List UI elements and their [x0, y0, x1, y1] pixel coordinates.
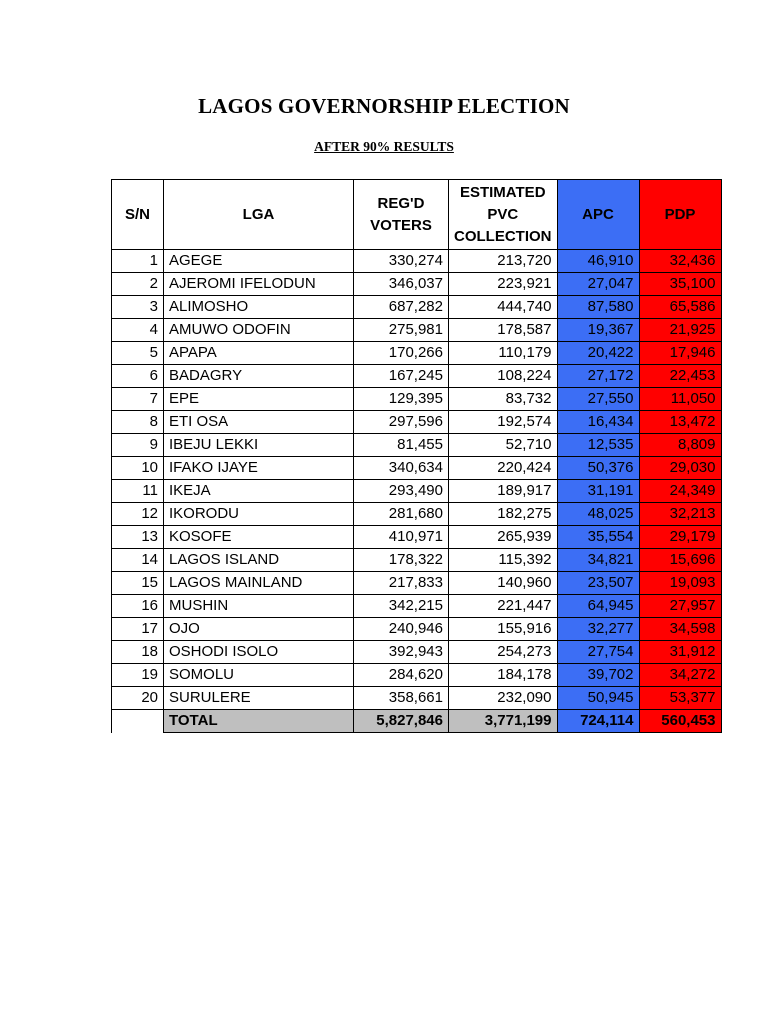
total-pvc-collection: 3,771,199	[449, 710, 558, 733]
row-reg-voters: 275,981	[354, 319, 449, 342]
row-pdp-votes: 8,809	[639, 434, 721, 457]
row-apc-votes: 19,367	[557, 319, 639, 342]
table-row	[112, 434, 722, 457]
header-pvc-line1: ESTIMATED	[459, 183, 546, 201]
table-row	[112, 388, 722, 411]
row-apc-votes: 20,422	[557, 342, 639, 365]
row-reg-voters: 410,971	[354, 526, 449, 549]
row-apc-votes: 16,434	[557, 411, 639, 434]
row-sn: 17	[112, 618, 164, 641]
row-sn: 11	[112, 480, 164, 503]
total-blank-cell	[112, 710, 164, 733]
row-pvc-collection: 155,916	[449, 618, 558, 641]
document-subtitle	[0, 139, 768, 155]
table-row	[112, 250, 722, 273]
header-reg-voters	[354, 180, 449, 250]
row-pvc-collection: 110,179	[449, 342, 558, 365]
row-lga: IKEJA	[164, 480, 354, 503]
row-reg-voters: 129,395	[354, 388, 449, 411]
row-reg-voters: 170,266	[354, 342, 449, 365]
row-reg-voters: 284,620	[354, 664, 449, 687]
row-pvc-collection: 184,178	[449, 664, 558, 687]
row-sn: 10	[112, 457, 164, 480]
row-pvc-collection: 221,447	[449, 595, 558, 618]
row-apc-votes: 32,277	[557, 618, 639, 641]
row-apc-votes: 27,754	[557, 641, 639, 664]
row-lga: SOMOLU	[164, 664, 354, 687]
row-sn: 15	[112, 572, 164, 595]
row-reg-voters: 293,490	[354, 480, 449, 503]
row-sn: 12	[112, 503, 164, 526]
row-reg-voters: 167,245	[354, 365, 449, 388]
row-pvc-collection: 223,921	[449, 273, 558, 296]
row-pdp-votes: 21,925	[639, 319, 721, 342]
row-pdp-votes: 34,598	[639, 618, 721, 641]
row-apc-votes: 27,047	[557, 273, 639, 296]
row-pvc-collection: 444,740	[449, 296, 558, 319]
row-reg-voters: 217,833	[354, 572, 449, 595]
row-lga: ALIMOSHO	[164, 296, 354, 319]
row-apc-votes: 50,376	[557, 457, 639, 480]
row-lga: OJO	[164, 618, 354, 641]
row-reg-voters: 178,322	[354, 549, 449, 572]
header-pdp: PDP	[639, 180, 721, 250]
row-pvc-collection: 115,392	[449, 549, 558, 572]
row-pdp-votes: 17,946	[639, 342, 721, 365]
row-pvc-collection: 108,224	[449, 365, 558, 388]
row-lga: ETI OSA	[164, 411, 354, 434]
row-sn: 4	[112, 319, 164, 342]
row-sn: 5	[112, 342, 164, 365]
row-lga: LAGOS MAINLAND	[164, 572, 354, 595]
table-row	[112, 480, 722, 503]
row-apc-votes: 34,821	[557, 549, 639, 572]
total-pdp-votes: 560,453	[639, 710, 721, 733]
row-sn: 14	[112, 549, 164, 572]
row-pvc-collection: 182,275	[449, 503, 558, 526]
row-reg-voters: 342,215	[354, 595, 449, 618]
row-lga: AJEROMI IFELODUN	[164, 273, 354, 296]
row-sn: 8	[112, 411, 164, 434]
row-pdp-votes: 32,436	[639, 250, 721, 273]
row-lga: SURULERE	[164, 687, 354, 710]
table-row	[112, 595, 722, 618]
table-row	[112, 526, 722, 549]
row-apc-votes: 48,025	[557, 503, 639, 526]
row-pvc-collection: 213,720	[449, 250, 558, 273]
table-row	[112, 342, 722, 365]
row-sn: 19	[112, 664, 164, 687]
row-pvc-collection: 52,710	[449, 434, 558, 457]
row-apc-votes: 27,550	[557, 388, 639, 411]
row-reg-voters: 330,274	[354, 250, 449, 273]
row-reg-voters: 392,943	[354, 641, 449, 664]
row-apc-votes: 31,191	[557, 480, 639, 503]
row-sn: 9	[112, 434, 164, 457]
row-lga: OSHODI ISOLO	[164, 641, 354, 664]
row-sn: 7	[112, 388, 164, 411]
row-apc-votes: 50,945	[557, 687, 639, 710]
total-label: TOTAL	[164, 710, 354, 733]
table-row	[112, 572, 722, 595]
row-apc-votes: 39,702	[557, 664, 639, 687]
row-reg-voters: 240,946	[354, 618, 449, 641]
header-lga: LGA	[164, 180, 354, 250]
row-pdp-votes: 31,912	[639, 641, 721, 664]
row-apc-votes: 27,172	[557, 365, 639, 388]
row-lga: IKORODU	[164, 503, 354, 526]
table-row	[112, 411, 722, 434]
table-row	[112, 319, 722, 342]
row-apc-votes: 64,945	[557, 595, 639, 618]
header-apc: APC	[557, 180, 639, 250]
table-row	[112, 296, 722, 319]
document-title: LAGOS GOVERNORSHIP ELECTION	[198, 94, 570, 118]
table-row	[112, 365, 722, 388]
row-pdp-votes: 13,472	[639, 411, 721, 434]
row-pvc-collection: 232,090	[449, 687, 558, 710]
row-lga: KOSOFE	[164, 526, 354, 549]
row-lga: AMUWO ODOFIN	[164, 319, 354, 342]
row-pdp-votes: 35,100	[639, 273, 721, 296]
row-reg-voters: 358,661	[354, 687, 449, 710]
row-sn: 20	[112, 687, 164, 710]
total-apc-votes: 724,114	[557, 710, 639, 733]
row-lga: APAPA	[164, 342, 354, 365]
header-pvc-collection	[449, 180, 558, 250]
row-reg-voters: 297,596	[354, 411, 449, 434]
header-pvc-line2: PVC	[487, 205, 519, 223]
table-row	[112, 664, 722, 687]
results-table	[111, 179, 722, 733]
header-pvc-line3: COLLECTION	[454, 227, 552, 245]
row-lga: MUSHIN	[164, 595, 354, 618]
row-lga: LAGOS ISLAND	[164, 549, 354, 572]
row-sn: 13	[112, 526, 164, 549]
row-sn: 16	[112, 595, 164, 618]
row-pdp-votes: 32,213	[639, 503, 721, 526]
row-apc-votes: 12,535	[557, 434, 639, 457]
row-pvc-collection: 83,732	[449, 388, 558, 411]
row-pdp-votes: 22,453	[639, 365, 721, 388]
row-pdp-votes: 29,179	[639, 526, 721, 549]
table-row	[112, 549, 722, 572]
header-sn: S/N	[112, 180, 164, 250]
table-row	[112, 457, 722, 480]
row-reg-voters: 81,455	[354, 434, 449, 457]
table-row	[112, 687, 722, 710]
total-row	[112, 710, 722, 733]
row-pdp-votes: 65,586	[639, 296, 721, 319]
row-reg-voters: 340,634	[354, 457, 449, 480]
row-pdp-votes: 29,030	[639, 457, 721, 480]
row-apc-votes: 46,910	[557, 250, 639, 273]
row-reg-voters: 281,680	[354, 503, 449, 526]
row-pdp-votes: 11,050	[639, 388, 721, 411]
row-apc-votes: 23,507	[557, 572, 639, 595]
row-sn: 2	[112, 273, 164, 296]
table-row	[112, 503, 722, 526]
header-row	[112, 180, 722, 250]
row-lga: AGEGE	[164, 250, 354, 273]
row-pdp-votes: 27,957	[639, 595, 721, 618]
row-pvc-collection: 265,939	[449, 526, 558, 549]
header-reg-line1: REG'D	[377, 194, 425, 212]
row-apc-votes: 87,580	[557, 296, 639, 319]
subtitle-text: AFTER 90% RESULTS	[314, 139, 454, 154]
results-body	[112, 250, 722, 733]
row-pvc-collection: 178,587	[449, 319, 558, 342]
row-pdp-votes: 34,272	[639, 664, 721, 687]
row-lga: IFAKO IJAYE	[164, 457, 354, 480]
table-row	[112, 618, 722, 641]
row-pdp-votes: 53,377	[639, 687, 721, 710]
table-row	[112, 641, 722, 664]
row-sn: 3	[112, 296, 164, 319]
row-reg-voters: 346,037	[354, 273, 449, 296]
table-row	[112, 273, 722, 296]
row-apc-votes: 35,554	[557, 526, 639, 549]
total-reg-voters: 5,827,846	[354, 710, 449, 733]
row-lga: BADAGRY	[164, 365, 354, 388]
row-pvc-collection: 189,917	[449, 480, 558, 503]
row-pdp-votes: 24,349	[639, 480, 721, 503]
row-lga: IBEJU LEKKI	[164, 434, 354, 457]
row-pvc-collection: 140,960	[449, 572, 558, 595]
row-pvc-collection: 220,424	[449, 457, 558, 480]
row-reg-voters: 687,282	[354, 296, 449, 319]
row-pvc-collection: 254,273	[449, 641, 558, 664]
row-pdp-votes: 15,696	[639, 549, 721, 572]
row-pvc-collection: 192,574	[449, 411, 558, 434]
row-sn: 1	[112, 250, 164, 273]
row-sn: 6	[112, 365, 164, 388]
row-pdp-votes: 19,093	[639, 572, 721, 595]
row-lga: EPE	[164, 388, 354, 411]
header-reg-line2: VOTERS	[370, 216, 432, 234]
row-sn: 18	[112, 641, 164, 664]
